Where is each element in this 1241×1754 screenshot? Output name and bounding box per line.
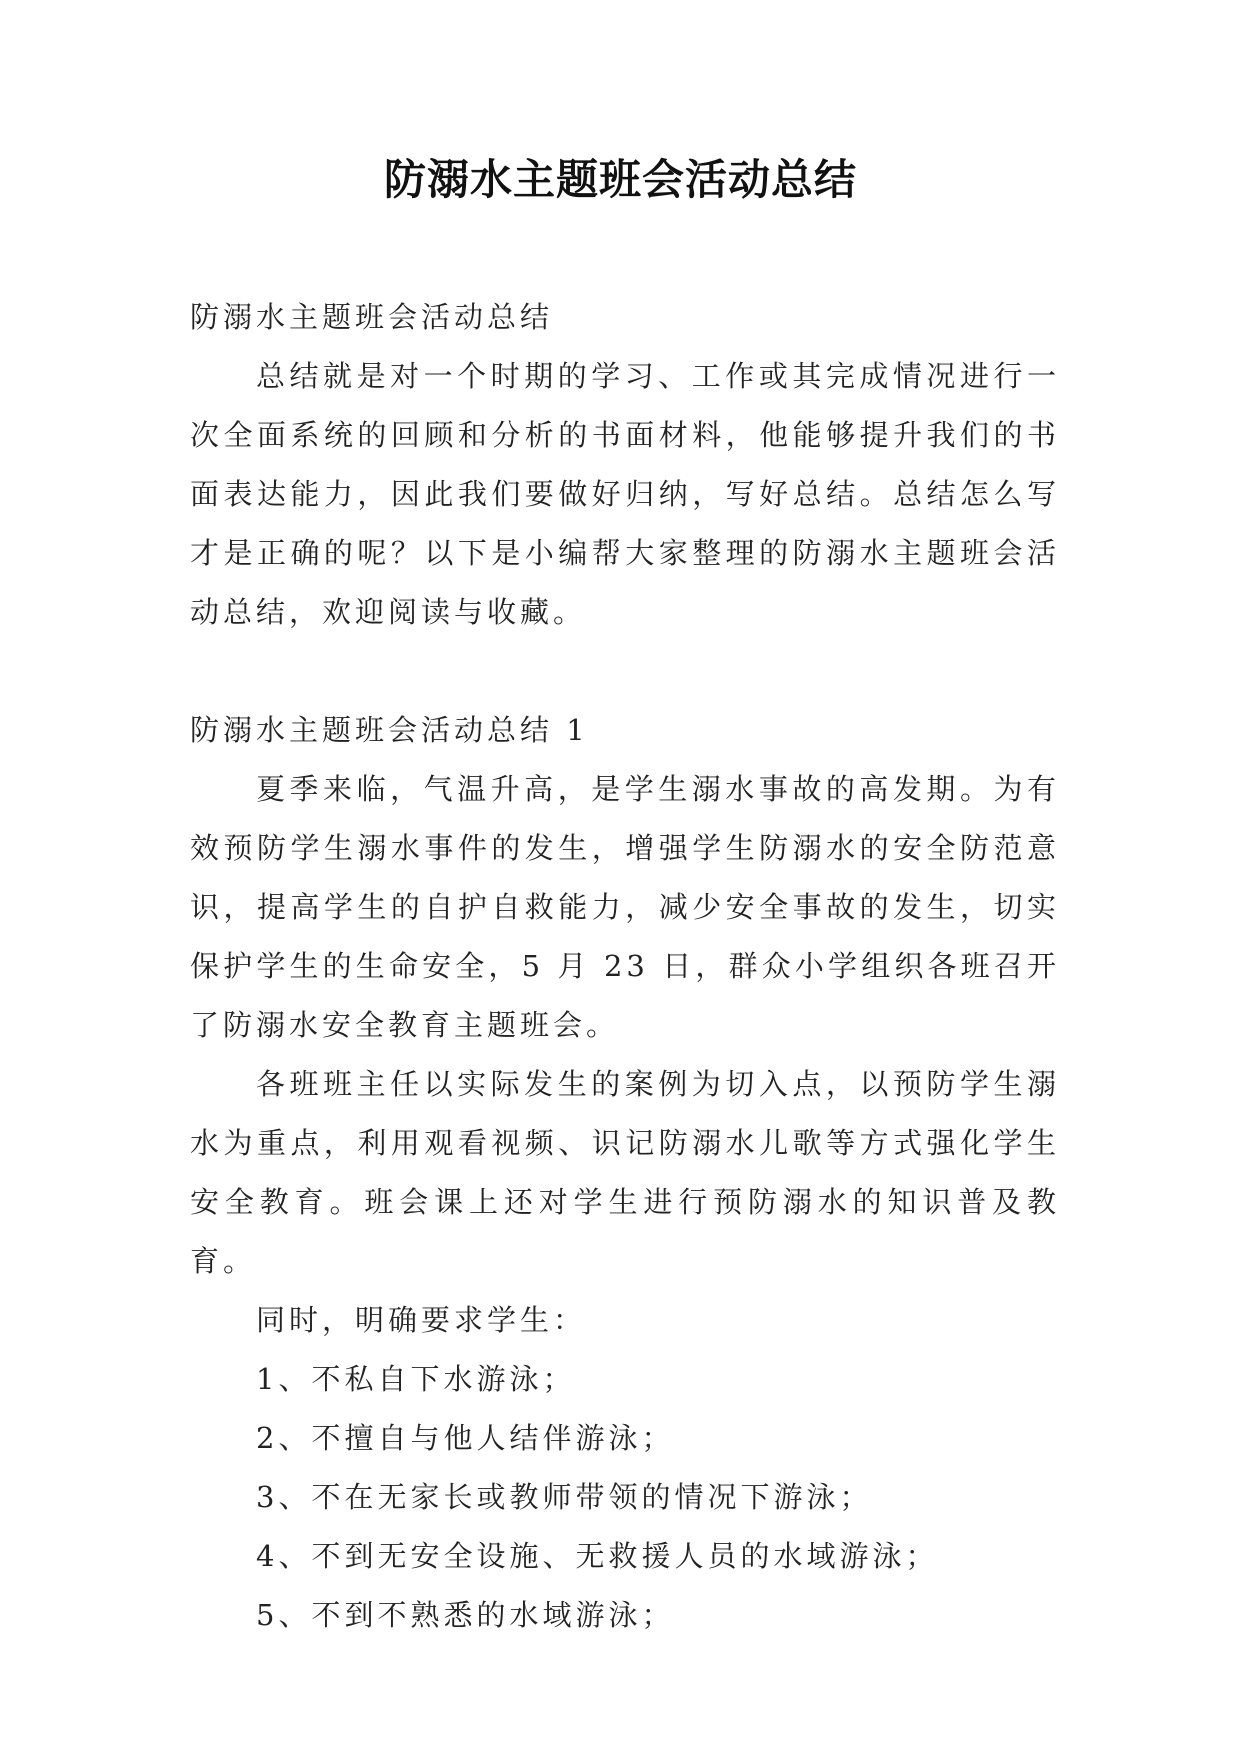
document-title: 防溺水主题班会活动总结 [383, 155, 857, 204]
requirement-item: 4、不到无安全设施、无救援人员的水域游泳； [256, 1539, 939, 1573]
body-paragraph-2: 各班班主任以实际发生的案例为切入点，以预防学生溺水为重点，利用观看视频、识记防溺水儿歌等方式强化学生安全教育。班会课上还对学生进行预防溺水的知识普及教育。 [190, 1067, 1060, 1278]
intro-paragraph: 总结就是对一个时期的学习、工作或其完成情况进行一次全面系统的回顾和分析的书面材料，他能够提升我们的书面表达能力，因此我们要做好归纳，写好总结。总结怎么写才是正确的呢？以下是小编帮大家整理的防溺水主题班会活动总结，欢迎阅读与收藏。 [190, 359, 1060, 629]
section-heading: 防溺水主题班会活动总结 1 [190, 713, 589, 747]
requirement-item: 3、不在无家长或教师带领的情况下游泳； [256, 1480, 873, 1514]
requirement-item: 1、不私自下水游泳； [256, 1362, 576, 1396]
document-subtitle: 防溺水主题班会活动总结 [190, 300, 554, 334]
section-spacer [190, 642, 1060, 701]
body-paragraph-3: 同时，明确要求学生： [256, 1303, 587, 1337]
body-paragraph-1: 夏季来临，气温升高，是学生溺水事故的高发期。为有效预防学生溺水事件的发生，增强学生防溺水的安全防范意识，提高学生的自护自救能力，减少安全事故的发生，切实保护学生的生命安全，5 月 23 日，群众小学组织各班召开了防溺水安全教育主题班会。 [190, 772, 1060, 1042]
requirement-item: 5、不到不熟悉的水域游泳； [256, 1598, 675, 1632]
requirement-item: 2、不擅自与他人结伴游泳； [256, 1421, 675, 1455]
document-body [190, 288, 1060, 1645]
